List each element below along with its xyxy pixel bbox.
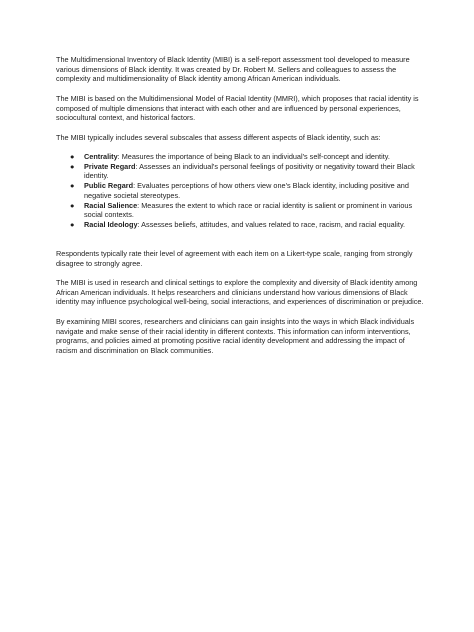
bullet-icon: ● <box>70 161 75 171</box>
subscale-description: : Evaluates perceptions of how others view one's Black identity, including positive and negative societal stereotypes. <box>84 181 409 200</box>
subscale-term: Centrality <box>84 151 118 161</box>
bullet-icon: ● <box>70 219 75 229</box>
subscale-description: : Measures the extent to which race or racial identity is salient or prominent in various social contexts. <box>84 200 413 220</box>
model-paragraph: The MIBI is based on the Multidimensional Model of Racial Identity (MMRI), which proposes that racial identity is composed of multiple dimensions that interact with each other and are influenced by personal experiences, sociocultural context, and historical factors. <box>56 93 419 123</box>
subscale-term: Private Regard <box>84 161 136 171</box>
likert-paragraph: Respondents typically rate their level of agreement with each item on a Likert-type scale, ranging from strongly disagree to strongly agree. <box>56 248 413 268</box>
subscale-term: Public Regard <box>84 181 134 191</box>
intro-paragraph: The Multidimensional Inventory of Black Identity (MIBI) is a self-report assessment tool developed to measure various dimensions of Black identity. It was created by Dr. Robert M. Sellers and colleagues to assess the complexity and multidimensionality of Black identity among African American individuals. <box>56 55 410 84</box>
bullet-icon: ● <box>70 151 75 161</box>
subscales-list <box>56 152 428 230</box>
subscale-description: : Measures the importance of being Black to an individual's self-concept and identity. <box>117 151 390 161</box>
subscale-term: Racial Salience <box>84 200 138 210</box>
subscale-term: Racial Ideology <box>84 219 138 229</box>
insights-paragraph: By examining MIBI scores, researchers and clinicians can gain insights into the ways in which Black individuals navigate and make sense of their racial identity in different contexts. This information can inform interventions, programs, and policies aimed at promoting positive racial identity development and addressing the impact of racism and discrimination on Black communities. <box>56 316 415 355</box>
list-item <box>56 220 428 230</box>
list-item <box>56 162 428 181</box>
subscales-intro-paragraph: The MIBI typically includes several subscales that assess different aspects of Black identity, such as: <box>56 132 381 142</box>
subscale-description: : Assesses an individual's personal feelings of positivity or negativity toward their Black identity. <box>84 161 415 181</box>
list-item <box>56 181 428 200</box>
document-body <box>56 55 428 365</box>
usage-paragraph: The MIBI is used in research and clinical settings to explore the complexity and diversity of Black identity among African American individuals. It helps researchers and clinicians understand how various dimensions of Black identity may influence psychological well-being, social interactions, and experiences of discrimination or prejudice. <box>56 278 424 307</box>
blank-line <box>56 239 428 249</box>
list-item <box>56 152 428 162</box>
subscale-description: : Assesses beliefs, attitudes, and values related to race, racism, and racial equality. <box>137 219 406 229</box>
bullet-icon: ● <box>70 181 75 191</box>
list-item <box>56 201 428 220</box>
bullet-icon: ● <box>70 200 75 210</box>
